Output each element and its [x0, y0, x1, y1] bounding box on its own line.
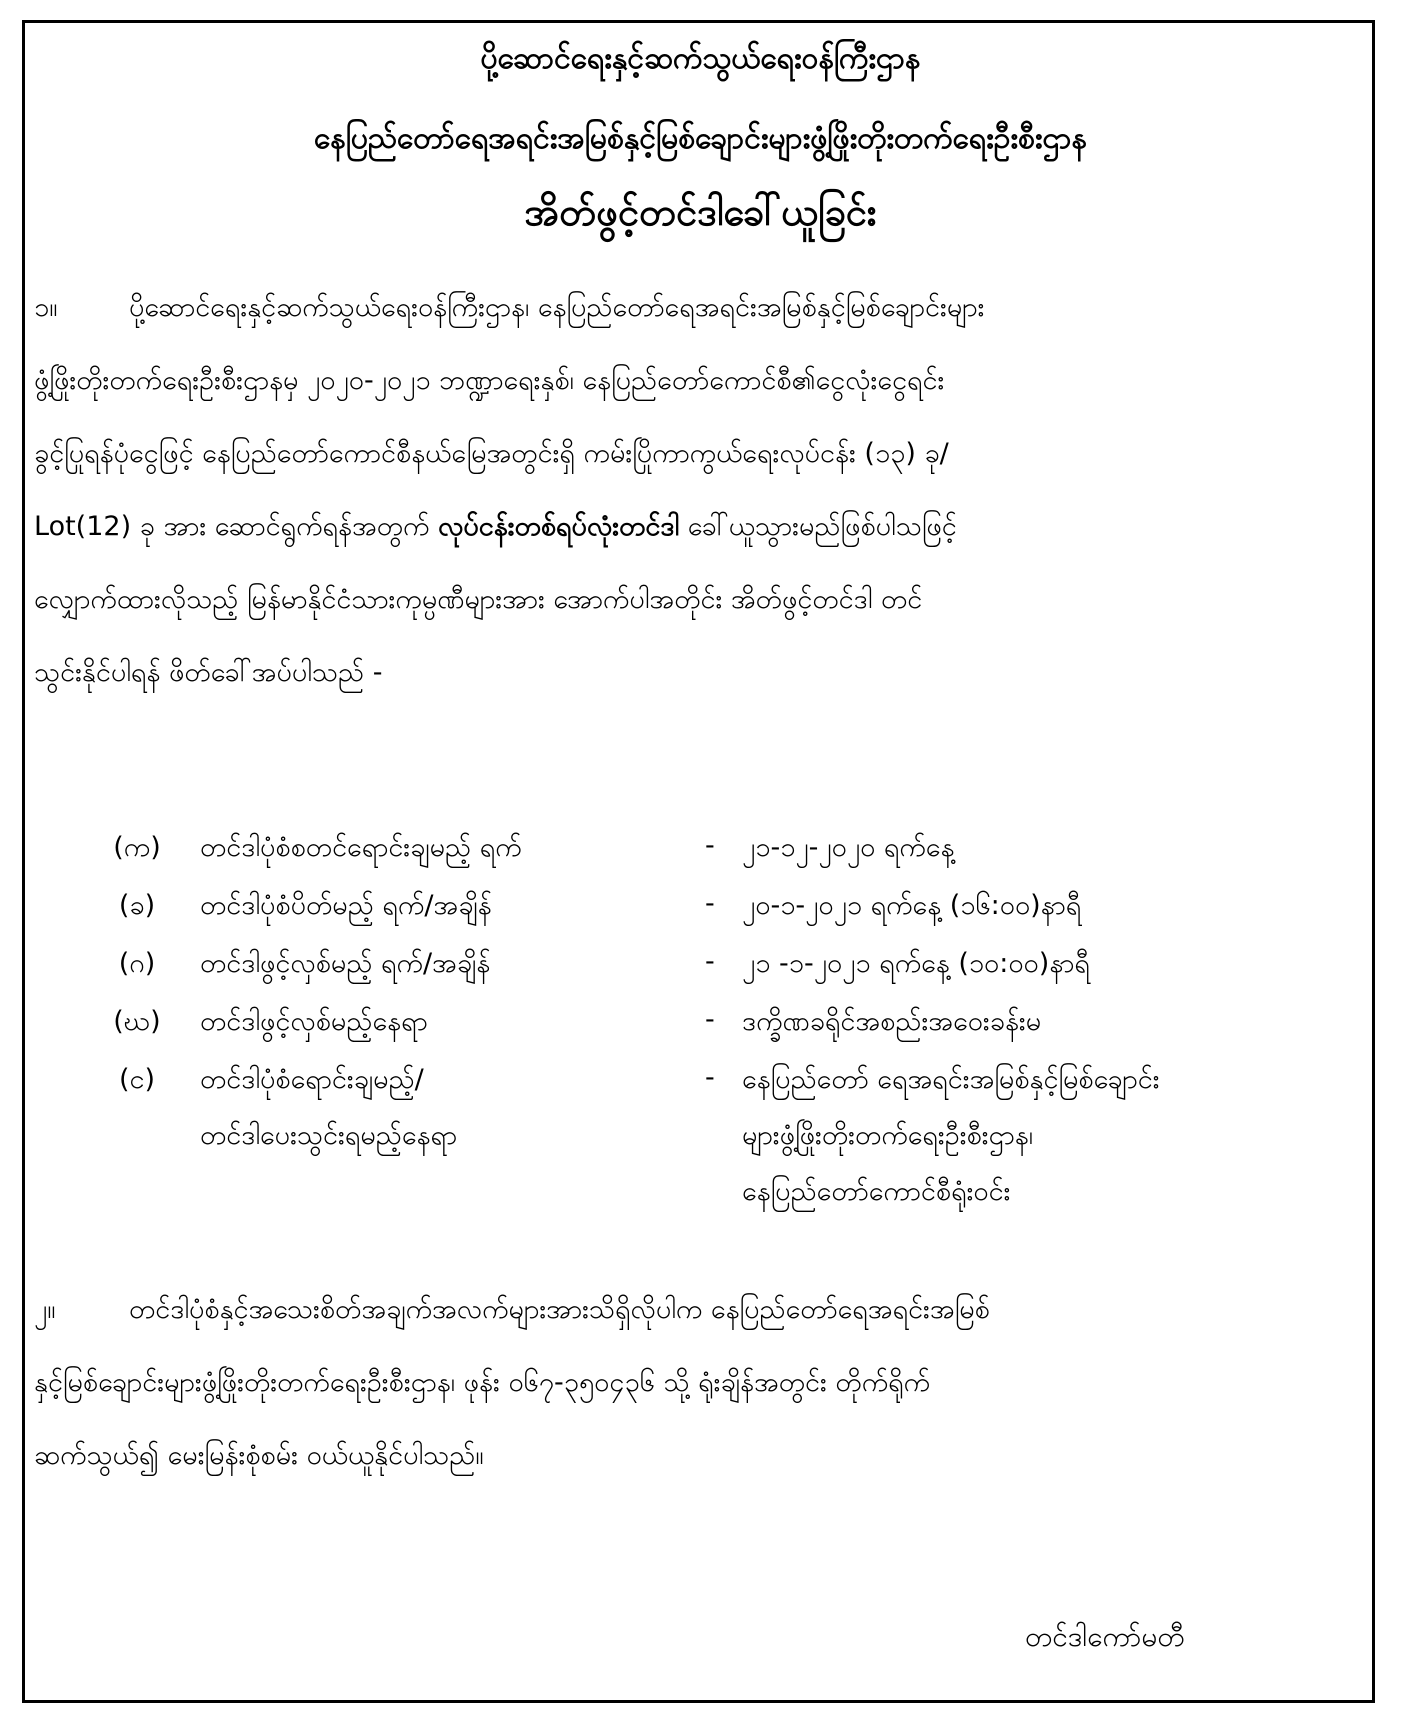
schedule-dash: -: [705, 888, 715, 919]
schedule-value: ဒက္ခိဏခရိုင်အစည်းအဝေးခန်းမ: [742, 1006, 1042, 1037]
paragraph-2-line: နှင့်မြစ်ချောင်းများဖွံ့ဖြိုးတိုးတက်ရေးဦးစီးဌာန၊ ဖုန်း ၀၆၇-၃၅၀၄၃၆ သို့ ရုံးချိန်အတွင်း တိုက်ရိုက်: [34, 1367, 931, 1398]
schedule-value-continued: များဖွံ့ဖြိုးတိုးတက်ရေးဦးစီးဌာန၊: [742, 1120, 1033, 1151]
schedule-mark: (ဃ): [113, 1006, 161, 1037]
paragraph-1-line: သွင်းနိုင်ပါရန် ဖိတ်ခေါ်အပ်ပါသည် -: [34, 657, 383, 688]
paragraph-2-line: ဆက်သွယ်၍ မေးမြန်းစုံစမ်း ဝယ်ယူနိုင်ပါသည်။: [34, 1440, 484, 1471]
paragraph-1-number: ၁။: [34, 292, 58, 323]
notice-title: အိတ်ဖွင့်တင်ဒါခေါ်ယူခြင်း: [524, 190, 877, 234]
schedule-value: ၂၁ -၁-၂၀၂၁ ရက်နေ့ (၁၀:၀၀)နာရီ: [742, 948, 1090, 979]
schedule-mark: (က): [113, 832, 161, 863]
schedule-label-continued: တင်ဒါပေးသွင်းရမည့်နေရာ: [200, 1120, 458, 1151]
schedule-label: တင်ဒါပုံစံစတင်ရောင်းချမည့် ရက်: [200, 832, 522, 863]
ministry-heading: ပို့ဆောင်ရေးနှင့်ဆက်သွယ်ရေးဝန်ကြီးဌာန: [480, 41, 921, 76]
lot-text: Lot(12) ခု အား ဆောင်ရွက်ရန်အတွက်: [34, 511, 430, 542]
schedule-dash: -: [705, 1004, 715, 1035]
whole-project-tender-phrase: လုပ်ငန်းတစ်ရပ်လုံးတင်ဒါ: [438, 511, 680, 542]
paragraph-2-line: တင်ဒါပုံစံနှင့်အသေးစိတ်အချက်အလက်များအားသိရှိလိုပါက နေပြည်တော်ရေအရင်းအမြစ်: [129, 1294, 990, 1325]
schedule-label: တင်ဒါပုံစံရောင်းချမည့်/: [200, 1064, 424, 1095]
paragraph-1-line: ပို့ဆောင်ရေးနှင့်ဆက်သွယ်ရေးဝန်ကြီးဌာန၊ နေပြည်တော်ရေအရင်းအမြစ်နှင့်မြစ်ချောင်းများ: [129, 292, 985, 323]
paragraph-2-number: ၂။: [34, 1294, 56, 1325]
schedule-value: ၂၁-၁၂-၂၀၂၀ ရက်နေ့: [742, 832, 955, 863]
schedule-dash: -: [705, 1062, 715, 1093]
department-heading: နေပြည်တော်ရေအရင်းအမြစ်နှင့်မြစ်ချောင်းများဖွံ့ဖြိုးတိုးတက်ရေးဦးစီးဌာန: [314, 121, 1087, 156]
schedule-label: တင်ဒါဖွင့်လှစ်မည့်နေရာ: [200, 1006, 428, 1037]
schedule-value: ၂၀-၁-၂၀၂၁ ရက်နေ့ (၁၆:၀၀)နာရီ: [742, 890, 1082, 921]
schedule-dash: -: [705, 946, 715, 977]
schedule-mark: (င): [118, 1064, 156, 1095]
schedule-dash: -: [705, 830, 715, 861]
schedule-mark: (ဂ): [118, 948, 156, 979]
paragraph-1-line: ဖွံ့ဖြိုးတိုးတက်ရေးဦးစီးဌာနမှ ၂၀၂၀-၂၀၂၁ ဘဏ္ဍာရေးနှစ်၊ နေပြည်တော်ကောင်စီ၏ငွေလုံးငွေရင်း: [34, 365, 945, 396]
schedule-label: တင်ဒါပုံစံပိတ်မည့် ရက်/အချိန်: [200, 890, 492, 921]
schedule-label: တင်ဒါဖွင့်လှစ်မည့် ရက်/အချိန်: [200, 948, 491, 979]
tender-committee-signature: တင်ဒါကော်မတီ: [1025, 1620, 1185, 1653]
paragraph-1-line: လျှောက်ထားလိုသည့် မြန်မာနိုင်ငံသားကုမ္ပဏီများအား အောက်ပါအတိုင်း အိတ်ဖွင့်တင်ဒါ တင်: [34, 584, 923, 615]
schedule-value: နေပြည်တော် ရေအရင်းအမြစ်နှင့်မြစ်ချောင်း: [742, 1064, 1160, 1095]
lot-text-end: ခေါ်ယူသွားမည်ဖြစ်ပါသဖြင့်: [687, 511, 957, 542]
schedule-value-continued: နေပြည်တော်ကောင်စီရုံးဝင်း: [742, 1176, 1011, 1207]
paragraph-1-line: ခွင့်ပြုရန်ပုံငွေဖြင့် နေပြည်တော်ကောင်စီနယ်မြေအတွင်းရှိ ကမ်းပြိုကာကွယ်ရေးလုပ်ငန်း (၁၃) ခု/: [34, 438, 949, 469]
schedule-mark: (ခ): [118, 890, 156, 921]
paragraph-1-line: [34, 509, 957, 549]
